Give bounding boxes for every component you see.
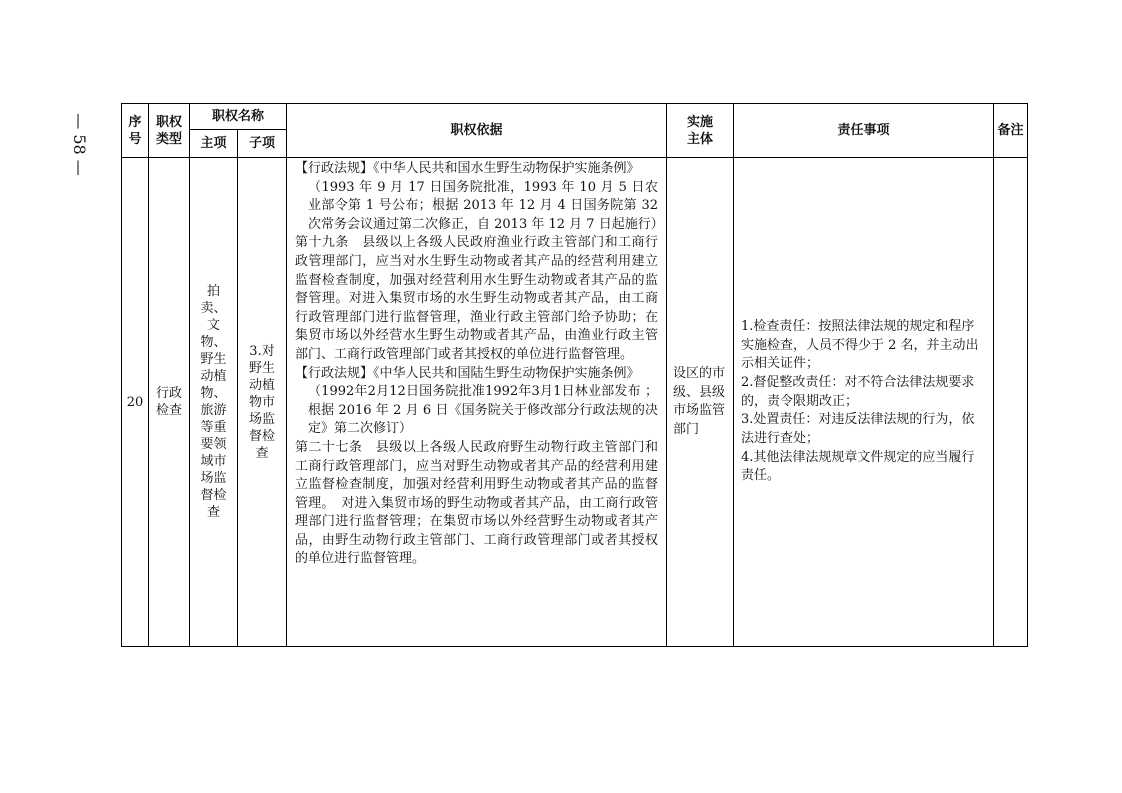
- row-entity: 设区的市级、县级市场监管部门: [667, 158, 734, 647]
- basis-article-1: 第十九条 县级以上各级人民政府渔业行政主管部门和工商行政管理部门，应当对水生野生动物或者其产品的经营利用建立监督检查制度，加强对经营利用水生野生动物或者其产品的监督管理。对进入集贸市场的水生野生动物或者其产品，由工商行政管理部门进行监督管理，渔业行政主管部门给予协助；在集贸市场以外经营水生野生动物或者其产品，由渔业行政主管部门、工商行政管理部门或者其授权的单位进行监督管理。: [295, 235, 658, 362]
- row-seq: 20: [122, 158, 149, 647]
- duty-item: 2.督促整改责任：对不符合法律法规要求的，责令限期改正；: [741, 374, 975, 409]
- header-entity: 实施主体: [667, 104, 734, 158]
- header-duties: 责任事项: [734, 104, 994, 158]
- header-sub-item: 子项: [238, 130, 287, 158]
- header-main-item: 主项: [190, 130, 238, 158]
- duty-item: 1.检查责任：按照法律法规的规定和程序实施检查，人员不得少于 2 名，并主动出示相关证件；: [741, 318, 979, 372]
- page-number-text: — 58 —: [69, 112, 89, 176]
- header-basis: 职权依据: [287, 104, 667, 158]
- row-basis: [287, 158, 667, 647]
- row-sub-item: 3.对野生动植物市场监督检查: [238, 158, 287, 647]
- page-number: [64, 104, 94, 184]
- basis-source-1: （1993 年 9 月 17 日国务院批准，1993 年 10 月 5 日农业部令第 1 号公布；根据 2013 年 12 月 4 日国务院第 32 次常务会议通过第二次修正，自 2013 年 12 月 7 日起施行）: [308, 179, 664, 232]
- header-remarks: 备注: [994, 104, 1028, 158]
- basis-title-1: 【行政法规】《中华人民共和国水生野生动物保护实施条例》: [295, 161, 640, 176]
- row-remarks: [994, 158, 1028, 647]
- header-name: 职权名称: [190, 104, 287, 130]
- row-main-item: 拍卖、文物、野生动植物、旅游等重要领域市场监督检查: [190, 158, 238, 647]
- authority-table: [121, 103, 1028, 647]
- header-seq: 序号: [122, 104, 149, 158]
- row-type: 行政检查: [149, 158, 190, 647]
- table-row: [122, 158, 1028, 647]
- duty-item: 3.处置责任：对违反法律法规的行为，依法进行查处；: [741, 412, 975, 447]
- basis-article-2: 第二十七条 县级以上各级人民政府野生动物行政主管部门和工商行政管理部门，应当对野生动物或者其产品的经营利用建立监督检查制度，加强对经营利用野生动物或者其产品的监督管理。 对进入集贸市场的野生动物或者其产品，由工商行政管理部门进行监督管理；在集贸市场以外经营野生动物或者其产品，由野生动物行政主管部门、工商行政管理部门或者其授权的单位进行监督管理。: [295, 439, 658, 567]
- duty-item: 4.其他法律法规规章文件规定的应当履行责任。: [741, 449, 975, 484]
- row-duties: [734, 158, 994, 647]
- basis-title-2: 【行政法规】《中华人民共和国陆生野生动物保护实施条例》: [295, 365, 640, 381]
- basis-source-2: （1992年2月12日国务院批准1992年3月1日林业部发布 ；根据 2016 年 2 月 6 日《国务院关于修改部分行政法规的决定》第二次修订）: [308, 384, 658, 437]
- header-type: 职权类型: [149, 104, 190, 158]
